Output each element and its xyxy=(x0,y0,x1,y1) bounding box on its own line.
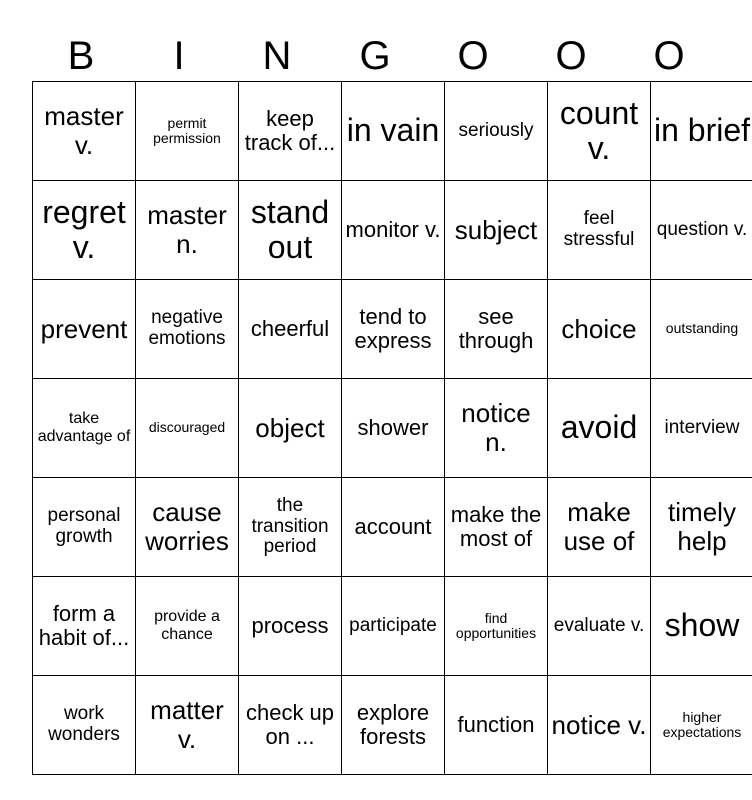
bingo-cell[interactable]: interview xyxy=(651,379,752,478)
bingo-cell[interactable]: shower xyxy=(342,379,445,478)
board-row xyxy=(33,379,752,478)
bingo-cell[interactable]: form a habit of... xyxy=(33,577,136,676)
bingo-cell[interactable]: monitor v. xyxy=(342,181,445,280)
board-row xyxy=(33,280,752,379)
bingo-cell[interactable]: tend to express xyxy=(342,280,445,379)
bingo-cell[interactable]: negative emotions xyxy=(136,280,239,379)
bingo-cell[interactable]: make the most of xyxy=(445,478,548,577)
bingo-cell[interactable]: evaluate v. xyxy=(548,577,651,676)
bingo-cell[interactable]: explore forests xyxy=(342,676,445,775)
bingo-cell[interactable]: avoid xyxy=(548,379,651,478)
bingo-cell[interactable]: the transition period xyxy=(239,478,342,577)
bingo-cell[interactable]: master n. xyxy=(136,181,239,280)
bingo-cell[interactable]: matter v. xyxy=(136,676,239,775)
board-row xyxy=(33,577,752,676)
bingo-cell[interactable]: in brief xyxy=(651,82,752,181)
bingo-cell[interactable]: prevent xyxy=(33,280,136,379)
bingo-header xyxy=(32,30,718,82)
bingo-cell[interactable]: function xyxy=(445,676,548,775)
bingo-cell[interactable]: participate xyxy=(342,577,445,676)
header-letter: I xyxy=(173,34,185,78)
bingo-cell[interactable]: show xyxy=(651,577,752,676)
bingo-cell[interactable]: keep track of... xyxy=(239,82,342,181)
bingo-cell[interactable]: higher expectations xyxy=(651,676,752,775)
bingo-cell[interactable]: permit permission xyxy=(136,82,239,181)
header-letter: O xyxy=(653,34,685,78)
bingo-cell[interactable]: work wonders xyxy=(33,676,136,775)
header-letter: N xyxy=(262,34,292,78)
bingo-cell[interactable]: personal growth xyxy=(33,478,136,577)
bingo-cell[interactable]: cheerful xyxy=(239,280,342,379)
bingo-cell[interactable]: take advantage of xyxy=(33,379,136,478)
bingo-cell[interactable]: stand out xyxy=(239,181,342,280)
bingo-board xyxy=(32,81,752,775)
header-letter: B xyxy=(67,34,95,78)
bingo-cell[interactable]: timely help xyxy=(651,478,752,577)
bingo-cell[interactable]: discouraged xyxy=(136,379,239,478)
bingo-cell[interactable]: count v. xyxy=(548,82,651,181)
header-letter: G xyxy=(359,34,391,78)
bingo-cell[interactable]: subject xyxy=(445,181,548,280)
bingo-cell[interactable]: process xyxy=(239,577,342,676)
bingo-cell[interactable]: question v. xyxy=(651,181,752,280)
bingo-cell[interactable]: check up on ... xyxy=(239,676,342,775)
board-row xyxy=(33,181,752,280)
bingo-cell[interactable]: in vain xyxy=(342,82,445,181)
bingo-cell[interactable]: object xyxy=(239,379,342,478)
bingo-cell[interactable]: cause worries xyxy=(136,478,239,577)
header-letter: O xyxy=(457,34,489,78)
bingo-cell[interactable]: see through xyxy=(445,280,548,379)
bingo-cell[interactable]: feel stressful xyxy=(548,181,651,280)
board-row xyxy=(33,676,752,775)
bingo-cell[interactable]: provide a chance xyxy=(136,577,239,676)
bingo-cell[interactable]: notice v. xyxy=(548,676,651,775)
bingo-cell[interactable]: outstanding xyxy=(651,280,752,379)
bingo-cell[interactable]: account xyxy=(342,478,445,577)
bingo-cell[interactable]: find opportunities xyxy=(445,577,548,676)
board-row xyxy=(33,82,752,181)
header-letter: O xyxy=(555,34,587,78)
board-row xyxy=(33,478,752,577)
bingo-cell[interactable]: make use of xyxy=(548,478,651,577)
bingo-cell[interactable]: master v. xyxy=(33,82,136,181)
bingo-cell[interactable]: choice xyxy=(548,280,651,379)
bingo-cell[interactable]: notice n. xyxy=(445,379,548,478)
bingo-cell[interactable]: regret v. xyxy=(33,181,136,280)
bingo-cell[interactable]: seriously xyxy=(445,82,548,181)
